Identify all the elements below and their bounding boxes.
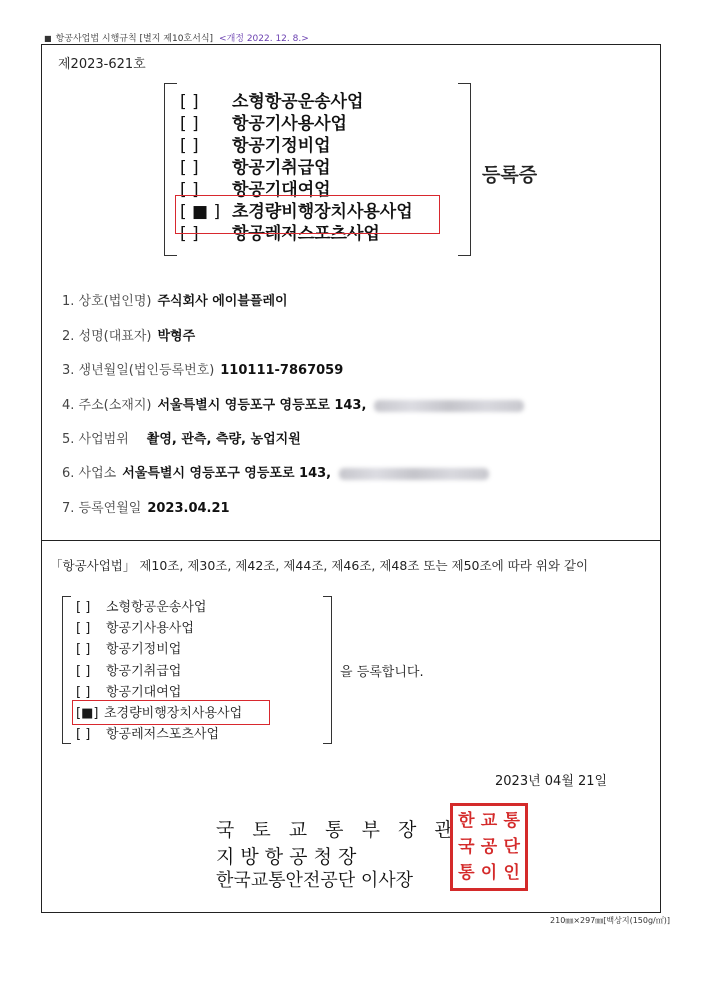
field-label: 1. 상호(법인명) [62,294,152,309]
business-type-label: 항공기사용사업 [106,621,194,637]
checkbox: [ ] [76,727,91,743]
checkbox: [ ] [180,158,199,178]
signer-kotsa: 한국교통안전공단 이사장 [216,870,413,891]
field-business-office [62,462,489,481]
field-registration-id [62,359,343,378]
business-type-item [76,618,242,639]
selected-type-highlight-small [72,700,270,725]
legal-basis-text: 「항공사업법」 제10조, 제30조, 제42조, 제44조, 제46조, 제48조 또는 제50조에 따라 위와 같이 [50,558,589,573]
seal-glyph: 이 [480,862,498,883]
signer-regional-office: 지 방 항 공 청 장 [216,846,357,868]
seal-glyph: 교 [480,810,498,831]
business-type-label: 항공기취급업 [106,663,182,679]
checkbox: [ ] [180,136,199,156]
business-type-item [76,639,242,660]
checkbox: [ ] [180,180,199,200]
right-bracket-small [323,596,332,744]
redacted-address [374,400,524,412]
selected-type-highlight [175,195,440,234]
business-type-item [76,661,242,682]
business-type-item [76,724,242,745]
form-header [44,31,309,44]
field-value: 서울특별시 영등포구 영등포로 143, [157,398,367,413]
field-label: 3. 생년월일(법인등록번호) [62,363,215,378]
field-representative [62,325,195,344]
business-type-label: 항공레저스포츠사업 [106,727,220,743]
field-label: 4. 주소(소재지) [62,398,152,413]
field-label: 6. 사업소 [62,466,117,481]
business-type-item [180,135,413,157]
field-value: 주식회사 에이블플레이 [157,294,288,309]
seal-glyph: 통 [458,862,475,883]
square-bullet-icon: ■ [44,34,52,43]
business-type-label: 항공기정비업 [106,642,182,658]
business-type-label: 항공기취급업 [232,158,331,178]
checked-checkbox: [ ■ ] [180,202,221,222]
section-divider [41,540,661,541]
issue-date: 2023년 04월 21일 [495,774,608,789]
field-label: 7. 등록연월일 [62,501,142,516]
field-value: 110111-7867059 [220,363,344,378]
registration-number: 제2023-621호 [58,57,146,72]
checkbox: [ ] [180,224,199,244]
business-type-label: 항공기대여업 [106,684,182,700]
field-business-scope [62,428,301,447]
certificate-title: 등록증 [482,164,538,186]
field-registration-date [62,497,230,516]
business-type-label: 초경량비행장치사용사업 [232,202,413,222]
business-type-item [180,157,413,179]
field-value: 촬영, 관측, 측량, 농업지원 [146,432,301,447]
seal-glyph: 단 [503,836,520,857]
business-type-label: 항공기대여업 [232,180,331,200]
checked-checkbox: [■] [76,705,99,721]
seal-glyph: 한 [458,810,475,831]
paper-spec: 210㎜×297㎜[백상지(150g/㎡)] [550,916,670,925]
form-name: 항공사업법 시행규칙 [별지 제10호서식] [55,34,214,44]
right-bracket [458,83,471,256]
redacted-office-address [339,468,489,480]
seal-glyph: 국 [458,836,475,857]
checkbox: [ ] [76,684,91,700]
business-type-label: 항공기사용사업 [232,114,347,134]
seal-glyph: 공 [480,836,498,857]
checkbox: [ ] [180,92,199,112]
business-type-label: 소형항공운송사업 [232,92,364,112]
checkbox: [ ] [76,663,91,679]
field-value: 박형주 [157,329,196,344]
checkbox: [ ] [76,600,91,615]
business-type-item [180,91,413,113]
business-type-label: 초경량비행장치사용사업 [104,705,243,721]
field-label: 5. 사업범위 [62,432,129,447]
seal-glyph: 인 [503,862,520,883]
seal-glyph: 통 [503,810,520,831]
business-type-label: 항공기정비업 [232,136,331,156]
checkbox: [ ] [76,642,91,658]
business-type-label: 항공레저스포츠사업 [232,224,380,244]
field-value: 2023.04.21 [147,501,230,516]
field-company-name [62,290,288,309]
business-type-item [76,597,242,618]
field-label: 2. 성명(대표자) [62,329,152,344]
amendment-note: <개정 2022. 12. 8.> [219,34,309,44]
business-type-item [180,113,413,135]
registration-statement: 을 등록합니다. [340,665,424,680]
business-type-label: 소형항공운송사업 [106,600,207,615]
field-address [62,394,524,413]
checkbox: [ ] [76,621,91,637]
official-seal [450,803,528,891]
field-value: 서울특별시 영등포구 영등포로 143, [122,466,332,481]
checkbox: [ ] [180,114,199,134]
left-bracket-small [62,596,71,744]
signer-ministry: 국 토 교 통 부 장 관 [216,819,459,841]
